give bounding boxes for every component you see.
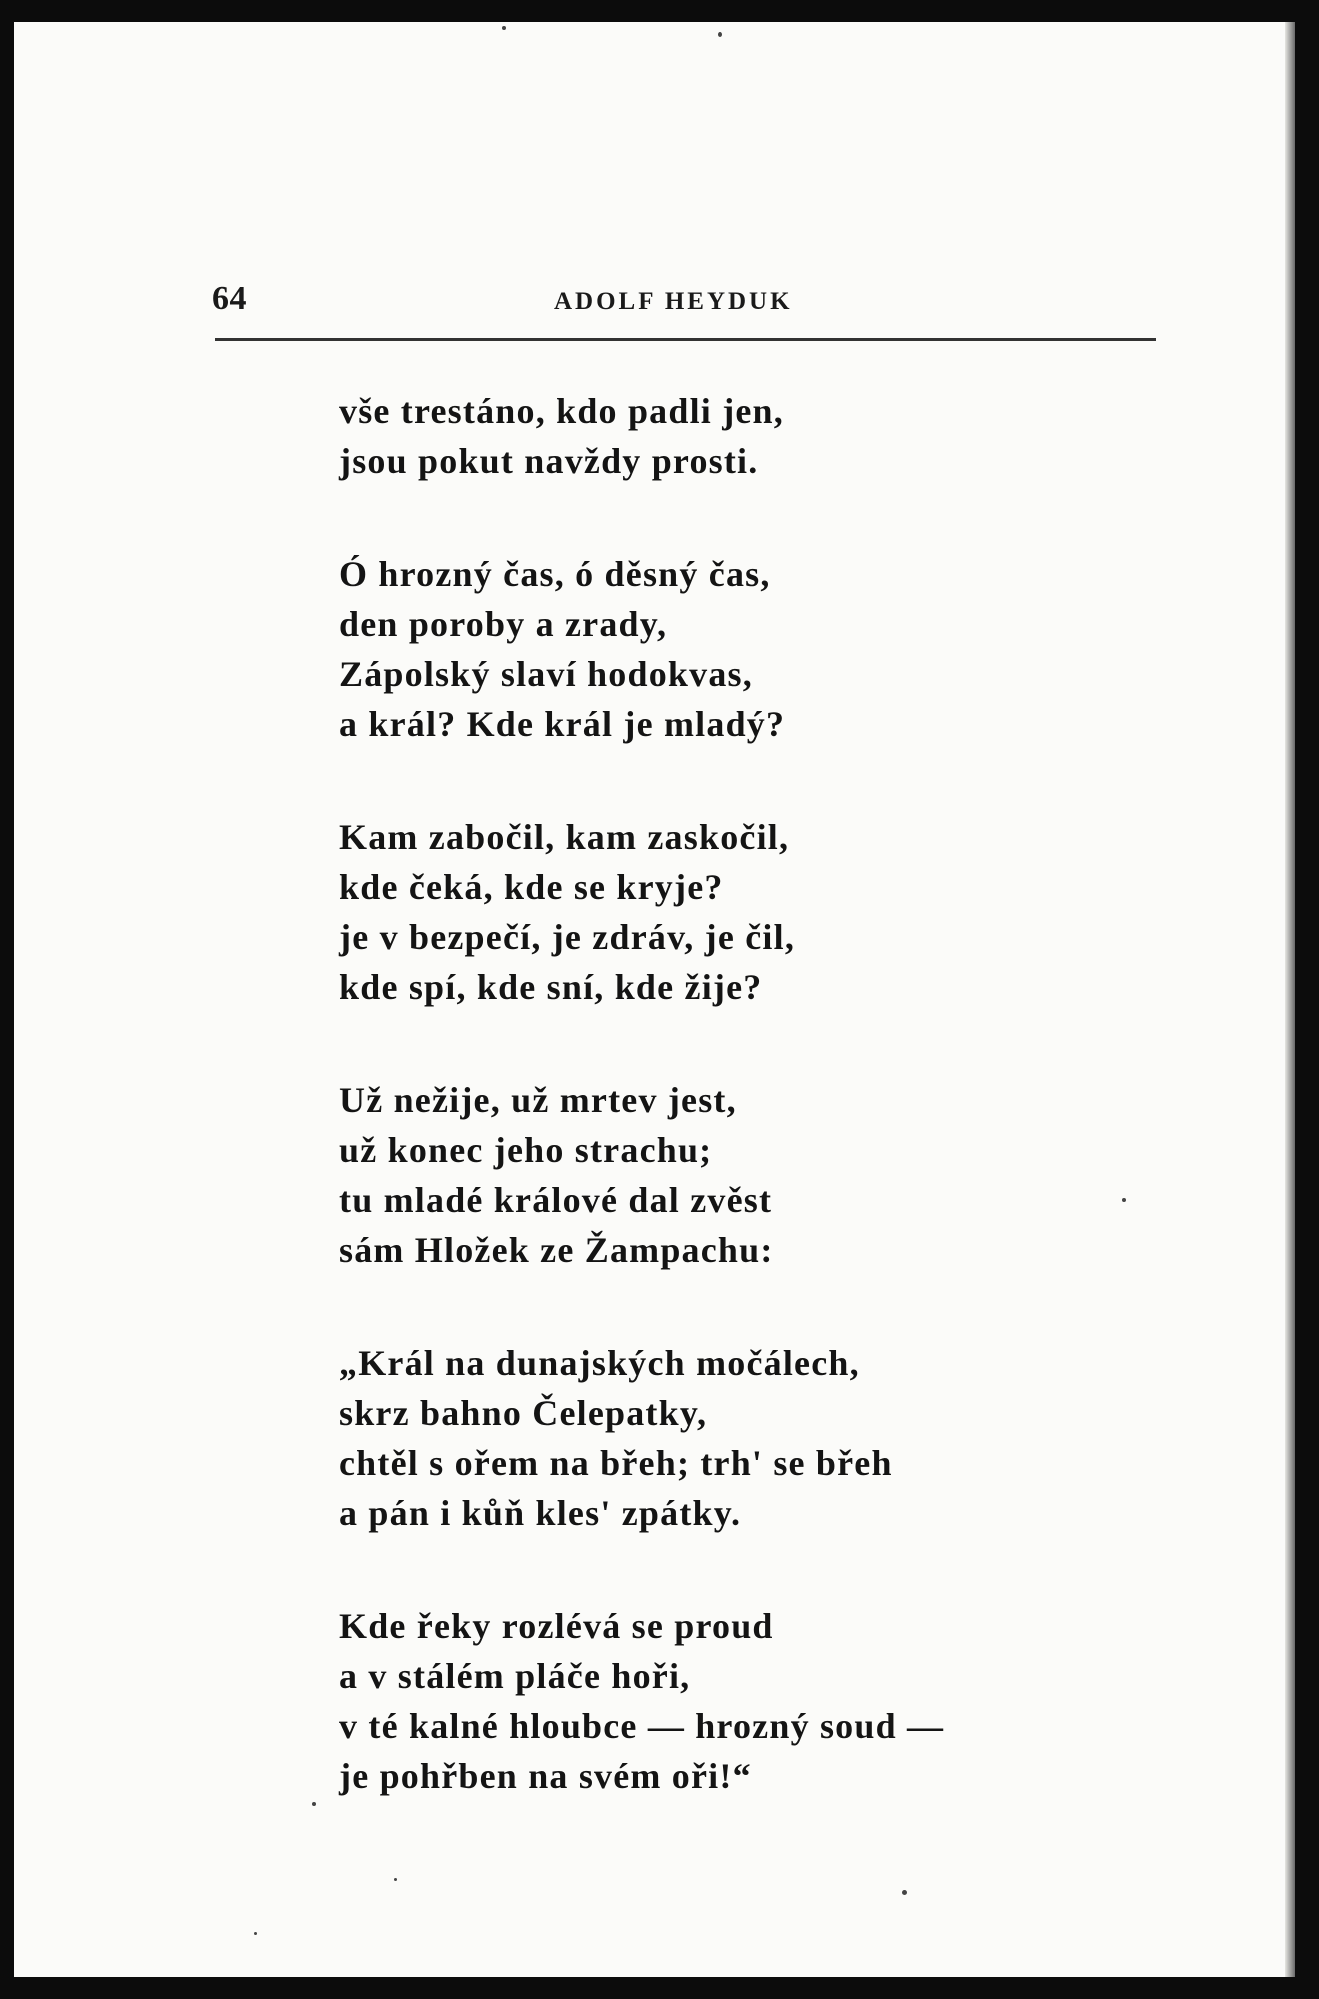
stanza bbox=[339, 812, 1239, 1012]
verse-line: v té kalné hloubce — hrozný soud — bbox=[339, 1706, 945, 1746]
verse-line: kde čeká, kde se kryje? bbox=[339, 867, 724, 907]
verse-line: Zápolský slaví hodokvas, bbox=[339, 654, 753, 694]
verse-line: Kde řeky rozlévá se proud bbox=[339, 1606, 774, 1646]
verse-line: chtěl s ořem na břeh; trh' se břeh bbox=[339, 1443, 893, 1483]
verse-line: je v bezpečí, je zdráv, je čil, bbox=[339, 917, 796, 957]
print-speck bbox=[502, 26, 506, 30]
stanza bbox=[339, 1075, 1239, 1275]
verse-line: a pán i kůň kles' zpátky. bbox=[339, 1493, 742, 1533]
stanza bbox=[339, 1601, 1239, 1801]
verse-line: a v stálém pláče hoři, bbox=[339, 1656, 691, 1696]
page-edge-shadow bbox=[1285, 22, 1295, 1977]
verse-line: Už nežije, už mrtev jest, bbox=[339, 1080, 737, 1120]
verse-line: tu mladé králové dal zvěst bbox=[339, 1180, 773, 1220]
verse-line: „Král na dunajských močálech, bbox=[339, 1343, 860, 1383]
stanza bbox=[339, 549, 1239, 749]
verse-line: vše trestáno, kdo padli jen, bbox=[339, 391, 784, 431]
verse-line: sám Hložek ze Žampachu: bbox=[339, 1230, 774, 1270]
verse-line: a král? Kde král je mladý? bbox=[339, 704, 786, 744]
poem-body bbox=[339, 386, 1239, 1864]
print-speck bbox=[902, 1890, 907, 1895]
verse-line: je pohřben na svém oři!“ bbox=[339, 1756, 752, 1796]
print-speck bbox=[718, 32, 722, 37]
book-page bbox=[14, 22, 1295, 1977]
stanza bbox=[339, 1338, 1239, 1538]
stanza bbox=[339, 386, 1239, 486]
print-speck bbox=[312, 1802, 316, 1806]
verse-line: Ó hrozný čas, ó děsný čas, bbox=[339, 554, 771, 594]
verse-line: den poroby a zrady, bbox=[339, 604, 668, 644]
verse-line: jsou pokut navždy prosti. bbox=[339, 441, 759, 481]
header-rule bbox=[215, 338, 1156, 341]
verse-line: skrz bahno Čelepatky, bbox=[339, 1393, 708, 1433]
print-speck bbox=[254, 1932, 257, 1935]
running-head-author: ADOLF HEYDUK bbox=[554, 288, 793, 315]
print-speck bbox=[394, 1878, 397, 1881]
verse-line: Kam zabočil, kam zaskočil, bbox=[339, 817, 790, 857]
verse-line: už konec jeho strachu; bbox=[339, 1130, 713, 1170]
page-number: 64 bbox=[212, 280, 247, 317]
verse-line: kde spí, kde sní, kde žije? bbox=[339, 967, 763, 1007]
